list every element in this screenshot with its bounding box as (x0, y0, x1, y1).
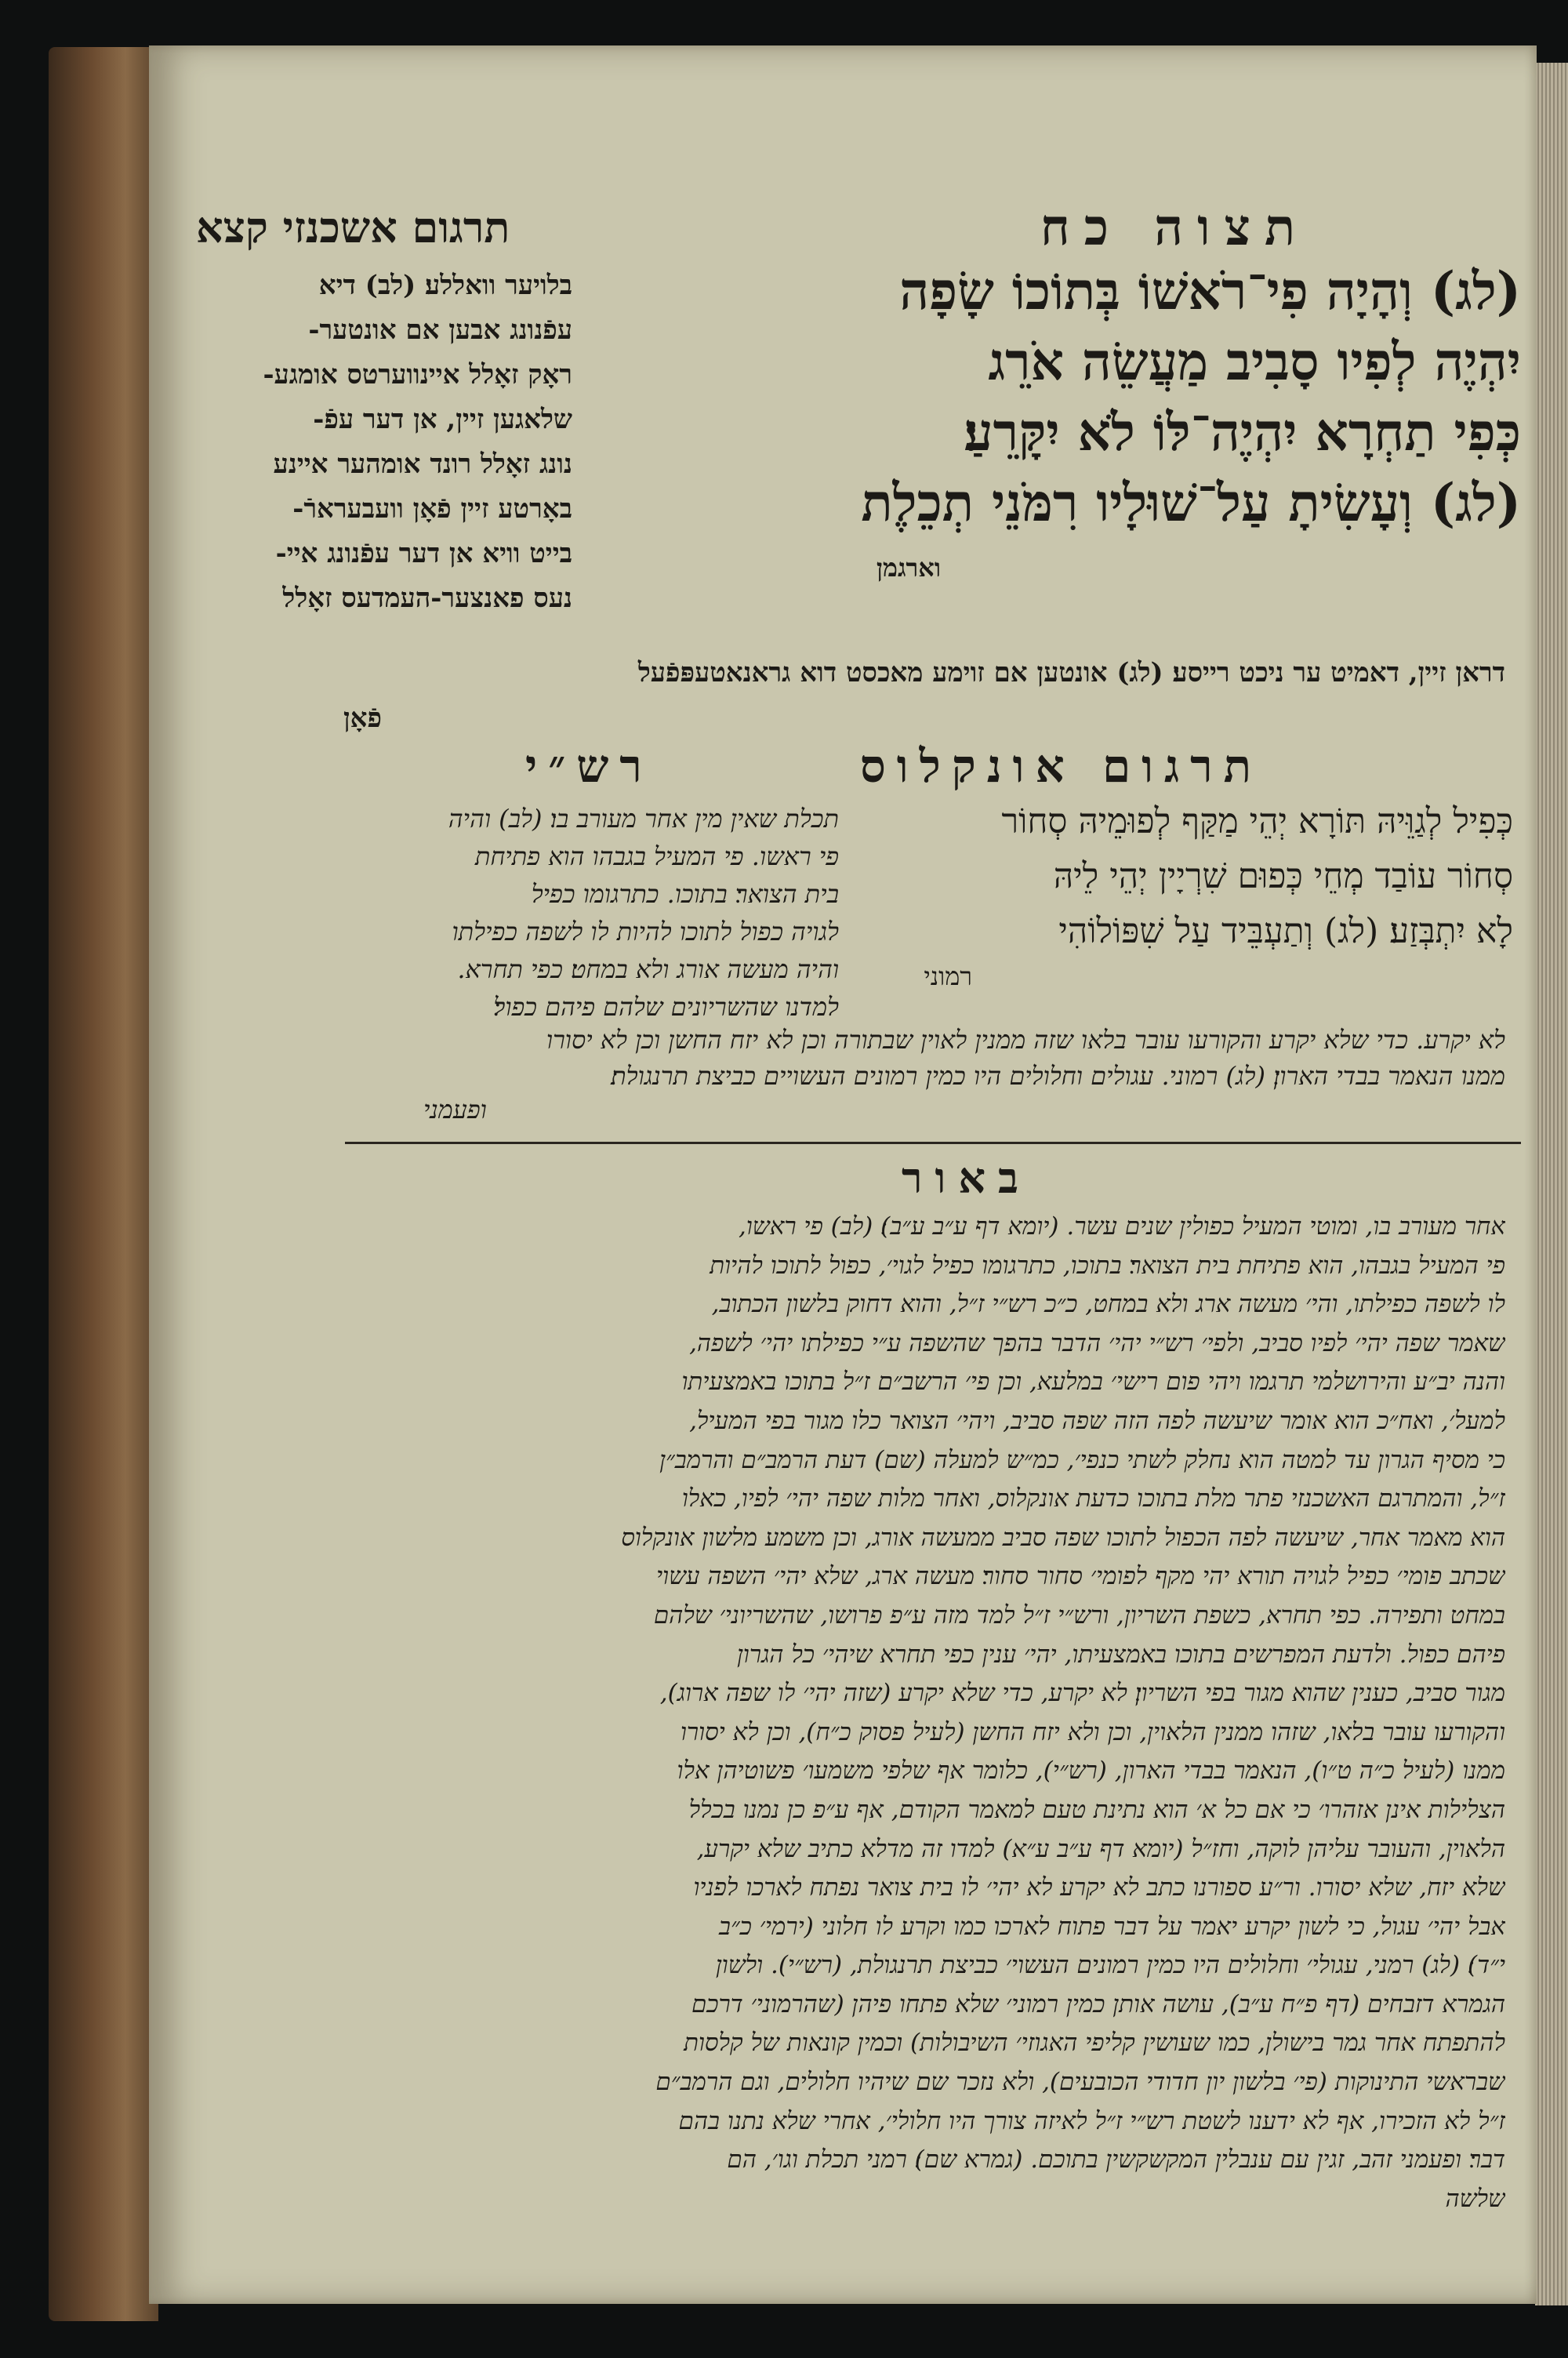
rashi-line: והיה מעשה אורג ולא במחט׃ כפי תחרא. (457, 954, 839, 984)
rashi-continuation (180, 1022, 1505, 1094)
biur-line: שכתב פומי׳ כפיל לגויה תורא יהי מקף לפומי׳ סחור סחור׃ מעשה ארג, שלא יהי׳ השפה עשוי (656, 1562, 1505, 1591)
yiddish-line: שלאגען זיין, אן דער עפֿ- (313, 404, 572, 435)
onkelos-tail-word: רמוני (924, 961, 972, 991)
biur-line: ז״ל, והמתרגם האשכנזי פתר מלת בתוכו כדעת אונקלוס, ואחר מלות שפה יהי׳ לפיו, כאלו (681, 1484, 1505, 1513)
biur-line: למעל׳, ואח״כ הוא אומר שיעשה לפה הזה שפה סביב, ויהי׳ הצואר כלו מגור בפי המעיל, (689, 1406, 1505, 1435)
verse-line: יִהְיֶה לְפִיו סָבִיב מַעֲשֵׂה אֹרֵג (988, 331, 1521, 392)
biur-line: ממנו (לעיל כ״ה ט״ו), הנאמר בבדי הארון, (רש״י), כלומר אף שלפי משמעו׳ פשוטיהן אלו (677, 1757, 1505, 1786)
rashi-line: תכלת שאין מין אחר מעורב בו׃ (לב) והיה (448, 804, 839, 834)
biur-line: והנה יב״ע והירושלמי תרגמו ויהי פום רישי׳ במלעא, וכן פי׳ הרשב״ם ז״ל בתוכו באמצעיתו (681, 1368, 1505, 1397)
rashi-cont-line: ממנו הנאמר בבדי הארון׃ (לג) רמוני. עגולים וחלולים היו כמין רמונים העשויים כביצת תרנגולת׃ (611, 1061, 1505, 1091)
rashi-catchword: ופעמני (423, 1095, 487, 1125)
yiddish-line: בלויער וואללע׃ (לב) דיא (318, 270, 572, 301)
rashi-line: לגויה כפול לתוכו להיות לו לשפה כפילתו (452, 917, 839, 946)
rashi-cont-line: לא יקרע. כדי שלא יקרע והקורעו עובר בלאו שזה ממנין לאוין שבתורה וכן לא יזח החשן וכן לא יסורו (546, 1025, 1505, 1055)
yiddish-line: בייט וויא אן דער עפֿנונג איי- (275, 538, 572, 569)
biur-line: פיהם כפול. ולדעת המפרשים בתוכו באמצעיתו, יהי׳ ענין כפי תחרא שיהי׳ כל הגרון (737, 1640, 1505, 1669)
biur-line: אבל יהי׳ עגול, כי לשון יקרע יאמר על דבר פתוח לארכו כמו וקרע לו חלוני (ירמי׳ כ״ב (719, 1912, 1505, 1941)
biur-line: והקורעו עובר בלאו, שזהו ממנין הלאוין, וכן ולא יזח החשן (לעיל פסוק כ״ח), וכן לא יסורו (680, 1717, 1505, 1746)
onkelos-line: סְחוֹר עוֹבַד מְחֵי כְּפוּם שִׁרְיָין יְהֵי לֵיהּ (1053, 856, 1513, 896)
torah-verse-block (721, 256, 1521, 538)
verse-line: (לג) וְעָשִׂיתָ עַל־שׁוּלָיו רִמֹּנֵי תְכֵלֶת (861, 472, 1521, 533)
biur-line: שבראשי התינוקות (פי׳ בלשון יון חדודי הכובעים), ולא נזכר שם שיהיו חלולים, וגם הרמב״ם (655, 2068, 1505, 2097)
biur-line: אחר מעורב בו, ומוטי המעיל כפולין שנים עשר. (יומא דף ע״ב ע״ב)׃ (לב) פי ראשו, (739, 1212, 1505, 1241)
yiddish-wide-line-tail: פֿאָן (343, 703, 382, 734)
onkelos-line: כְּפִיל לְגַוֵּיהּ תּוֹרָא יְהֵי מַקַּף לְפוּמֵיהּ סְחוֹר (1001, 801, 1513, 841)
book-spine-edge (49, 47, 158, 2321)
biur-line: הצלילות אינן אזהרו׳ כי אם כל א׳ הוא נתינת טעם למאמר הקודם, אף ע״פ כן נמנו בכלל (688, 1795, 1505, 1824)
biur-line: להתפתח אחר גמר בישולן, כמו שעושין קליפי האגוזי׳ השיבולות) וכמין קונאות של קלסות (684, 2029, 1505, 2058)
biur-line: שאמר שפה יהי׳ לפיו סביב, ולפי׳ רש״י יהי׳ הדבר בהפך שהשפה ע״י כפילתו יהי׳ לשפה, (689, 1328, 1505, 1357)
rashi-column (180, 800, 839, 1026)
rashi-line: למדנו שהשריונים שלהם פיהם כפול׃ (493, 992, 839, 1022)
biur-commentary (180, 1208, 1505, 2218)
rashi-line: בית הצואר׃ בתוכו. כתרגומו כפיל (531, 879, 839, 909)
verse-line: כְּפִי תַחְרָא יִהְיֶה־לּוֹ לֹא יִקָּרֵעַ׃ (964, 401, 1521, 463)
biur-line: כי מסיף הגרון עד למטה הוא נחלק לשתי כנפי׳, כמ״ש למעלה (שם) דעת הרמב״ם והרמב״ן (659, 1445, 1505, 1474)
biur-line: י״ד)׃ (לג) רמני, עגולי׳ וחלולים היו כמין רמונים העשוי׳ כביצת תרנגולת, (רש״י). ולשון (715, 1951, 1505, 1980)
section-divider (345, 1142, 1521, 1144)
onkelos-line: לָא יִתְבְּזַע׃ (לג) וְתַעְבֵּיד עַל שִׁפּוֹלוֹהִי (1058, 911, 1513, 951)
yiddish-translation-column (180, 263, 572, 621)
yiddish-line: באָרטע זיין פֿאָן וועבערארֿ- (292, 493, 572, 525)
biur-line: פי המעיל בגבהו, הוא פתיחת בית הצואר׃ בתוכו, כתרגומו כפיל לגוי׳, כפול לתוכו להיות (710, 1251, 1505, 1280)
yiddish-line: עפֿנונג אבען אם אונטער- (308, 314, 572, 346)
yiddish-line: נונג זאָלל רונד אומהער איינע (273, 449, 572, 480)
yiddish-line: ראָק זאָלל איינווערטס אומגע- (263, 359, 572, 391)
biur-line: מגור סביב, כענין שהוא מגור בפי השריון׃ לא יקרע, כדי שלא יקרע (שזה יהי׳ לו שפה ארוג), (659, 1679, 1505, 1708)
verse-line: (לג) וְהָיָה פִי־רֹאשׁוֹ בְּתוֹכוֹ שָׂפָה (899, 260, 1521, 322)
book-page-edges (1535, 63, 1568, 2305)
verse-tail-word: וארגמן (876, 553, 941, 583)
biur-line: דבר׃ ופעמני זהב, זגין עם ענבלין המקשקשין בתוכם. (גמרא שם)׃ רמני תכלת וגו׳, הם (727, 2145, 1505, 2175)
biur-title: באור (902, 1153, 1032, 1203)
running-header-parsha: תצוה כח (1040, 198, 1309, 257)
biur-line: ז״ל לא הזכירו, אף לא ידענו לשטת רש״י ז״ל לאיזה צורך היו חלולי׳, אחרי שלא נתנו בהם (678, 2106, 1505, 2135)
biur-line: הוא מאמר אחר, שיעשה לפה הכפול לתוכו שפה סביב ממעשה אורג, וכן משמע מלשון אונקלוס (621, 1523, 1505, 1552)
yiddish-wide-line-block (180, 651, 1505, 696)
biur-line: במחט ותפירה. כפי תחרא, כשפת השריון, ורש״י ז״ל למד מזה ע״פ פרושו, שהשריוני׳ שלהם (653, 1600, 1505, 1630)
yiddish-line: נעס פאנצער-העמדעס זאָלל (282, 583, 572, 614)
yiddish-wide-line: דראן זיין, דאמיט ער ניכט רייסע׃ (לג) אונטען אם זוימע מאכסט דוא גראנאטעפּפֿעל (637, 657, 1505, 689)
biur-line: שלשה (1445, 2184, 1505, 2213)
rashi-title: רש״י (525, 739, 653, 793)
onkelos-title: תרגום אונקלוס (859, 739, 1262, 793)
onkelos-text-block (870, 794, 1513, 959)
running-header-translation: תרגום אשכנזי קצא (196, 202, 510, 253)
rashi-line: פי ראשו. פי המעיל בגבהו הוא פתיחת (474, 841, 839, 871)
biur-line: שלא יזח, שלא יסורו. ור״ע ספורנו כתב לא יקרע לא יהי׳ לו בית צואר נפתח לארכו לפניו (693, 1873, 1505, 1902)
biur-line: הגמרא דזבחים (דף פ״ח ע״ב), עושה אותן כמין רמוני׳ שלא פתחו פיהן (שהרמוני׳ דרכם (691, 1989, 1505, 2018)
book-page (149, 45, 1537, 2304)
biur-line: לו לשפה כפילתו, והי׳ מעשה ארג ולא במחט, כ״כ רש״י ז״ל, והוא דחוק בלשון הכתוב, (711, 1290, 1505, 1319)
biur-line: הלאוין, והעובר עליהן לוקה, וחז״ל (יומא דף ע״ב ע״א) למדו זה מדלא כתיב שלא יקרע, (696, 1834, 1505, 1863)
